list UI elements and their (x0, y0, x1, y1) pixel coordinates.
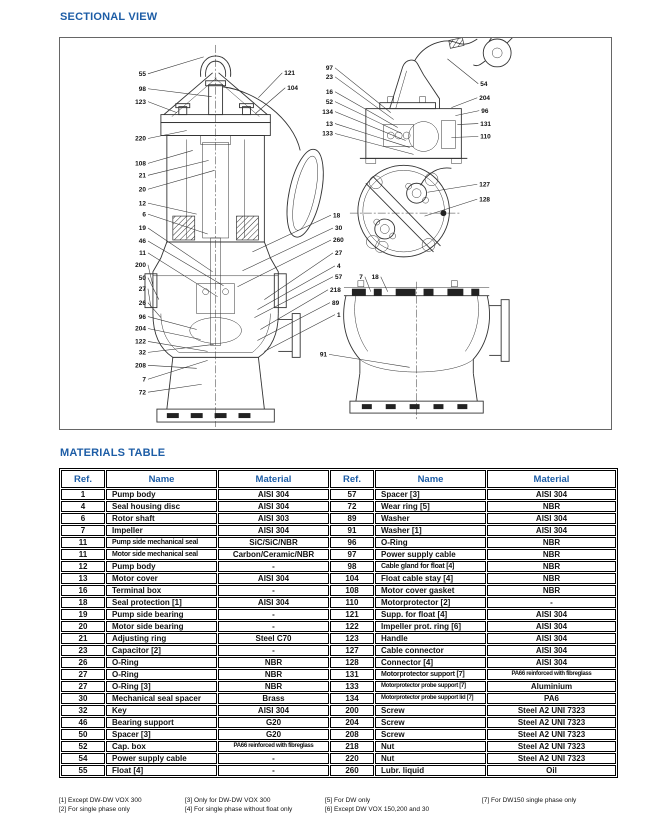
table-row (61, 525, 616, 536)
callout-104: 104 (287, 84, 299, 92)
material-cell: Steel A2 UNI 7323 (487, 753, 616, 764)
ref-cell: 204 (330, 717, 374, 728)
footnote-column-3 (325, 796, 482, 814)
pump-main-sectional-drawing (145, 45, 330, 427)
ref-cell: 91 (330, 525, 374, 536)
table-row (61, 597, 616, 608)
name-cell: Handle (375, 633, 486, 644)
leader-line-108 (148, 150, 193, 163)
material-cell: NBR (487, 585, 616, 596)
material-cell: NBR (487, 537, 616, 548)
ref-cell: 128 (330, 657, 374, 668)
pump-lower-sectional-drawing (344, 281, 509, 421)
name-cell: Supp. for float [4] (375, 609, 486, 620)
material-cell: - (218, 585, 329, 596)
name-cell: Impeller (106, 525, 217, 536)
material-cell: SiC/SiC/NBR (218, 537, 329, 548)
leader-line-20 (148, 170, 215, 189)
name-cell: Screw (375, 717, 486, 728)
leader-line-18 (381, 277, 388, 292)
material-cell: G20 (218, 729, 329, 740)
callout-13: 13 (325, 120, 334, 128)
material-cell: NBR (487, 501, 616, 512)
leader-line-89 (257, 303, 330, 341)
ref-cell: 218 (330, 741, 374, 752)
name-cell: Motorprotector probe support [7] (375, 681, 486, 692)
name-cell: Screw (375, 705, 486, 716)
leader-line-96 (148, 317, 197, 330)
float-cable (223, 84, 301, 151)
footnote-column-2 (185, 796, 325, 814)
table-row (61, 561, 616, 572)
materials-header-row (61, 470, 616, 488)
leader-line-131 (457, 124, 478, 125)
callout-122: 122 (135, 338, 146, 346)
material-cell: AISI 304 (218, 501, 329, 512)
leader-line-26 (148, 303, 161, 318)
name-cell: Float cable stay [4] (375, 573, 486, 584)
callout-1: 1 (336, 311, 341, 319)
ref-cell: 30 (61, 693, 105, 704)
name-cell: Pump side mechanical seal (106, 537, 217, 548)
callout-32: 32 (138, 349, 146, 357)
ref-cell: 89 (330, 513, 374, 524)
material-cell: AISI 304 (487, 621, 616, 632)
callout-27: 27 (138, 285, 146, 293)
leader-line-128 (425, 199, 478, 216)
ref-cell: 1 (61, 489, 105, 500)
ref-cell: 46 (61, 717, 105, 728)
ref-cell: 200 (330, 705, 374, 716)
ref-cell: 104 (330, 573, 374, 584)
name-cell: Power supply cable (106, 753, 217, 764)
material-cell: G20 (218, 717, 329, 728)
material-cell: AISI 304 (218, 597, 329, 608)
callout-46: 46 (138, 238, 146, 246)
name-cell: Motorprotector [2] (375, 597, 486, 608)
callout-6: 6 (142, 211, 146, 219)
ref-cell: 127 (330, 645, 374, 656)
footnote: [7] For DW150 single phase only (482, 797, 577, 804)
table-row (61, 633, 616, 644)
capacitor (441, 121, 455, 149)
name-cell: Terminal box (106, 585, 217, 596)
ref-cell: 52 (61, 741, 105, 752)
material-cell: AISI 304 (218, 705, 329, 716)
callout-19: 19 (138, 225, 146, 233)
callout-27: 27 (335, 250, 343, 258)
leader-line-46 (148, 241, 224, 286)
power-cable (415, 39, 478, 61)
ref-cell: 57 (330, 489, 374, 500)
header-material: Material (487, 470, 616, 488)
callout-91: 91 (319, 351, 328, 359)
leader-line-91 (329, 354, 410, 367)
callout-11: 11 (139, 250, 146, 258)
table-row (61, 669, 616, 680)
leader-line-11 (148, 253, 218, 297)
motorprotector (409, 122, 439, 152)
footnote: [3] Only for DW-DW VOX 300 (185, 797, 271, 804)
name-cell: Spacer [3] (106, 729, 217, 740)
name-cell: Spacer [3] (375, 489, 486, 500)
ref-cell: 108 (330, 585, 374, 596)
ref-cell: 260 (330, 765, 374, 776)
ref-cell: 133 (330, 681, 374, 692)
leader-line-208 (148, 365, 197, 368)
table-row (61, 729, 616, 740)
ref-cell: 4 (61, 501, 105, 512)
table-row (61, 705, 616, 716)
name-cell: Bearing support (106, 717, 217, 728)
connector (375, 219, 395, 239)
header-ref: Ref. (61, 470, 105, 488)
ref-cell: 18 (61, 597, 105, 608)
callout-26: 26 (138, 299, 146, 307)
name-cell: Mechanical seal spacer (106, 693, 217, 704)
terminal-box (384, 125, 414, 147)
name-cell: Motor side bearing (106, 621, 217, 632)
material-cell: - (487, 597, 616, 608)
ref-cell: 16 (61, 585, 105, 596)
name-cell: Cable connector (375, 645, 486, 656)
ref-cell: 134 (330, 693, 374, 704)
name-cell: Washer [1] (375, 525, 486, 536)
leader-line-4 (257, 266, 335, 310)
table-row (61, 573, 616, 584)
callout-131: 131 (480, 120, 492, 128)
name-cell: Power supply cable (375, 549, 486, 560)
leader-line-260 (238, 240, 332, 287)
callout-220: 220 (135, 135, 146, 143)
callout-54: 54 (480, 80, 488, 88)
leader-line-96 (455, 111, 479, 116)
name-cell: O-Ring (106, 669, 217, 680)
ref-cell: 21 (61, 633, 105, 644)
sectional-view-diagram (59, 37, 612, 430)
ref-cell: 123 (330, 633, 374, 644)
callout-57: 57 (335, 273, 343, 281)
leader-line-16 (335, 92, 398, 128)
name-cell: Connector [4] (375, 657, 486, 668)
material-cell: Steel A2 UNI 7323 (487, 729, 616, 740)
leader-line-23 (335, 77, 394, 120)
material-cell: PA6 (487, 693, 616, 704)
footnote-column-4 (482, 796, 619, 805)
name-cell: Seal protection [1] (106, 597, 217, 608)
name-cell: Lubr. liquid (375, 765, 486, 776)
name-cell: Washer (375, 513, 486, 524)
material-cell: Steel A2 UNI 7323 (487, 741, 616, 752)
material-cell: Oil (487, 765, 616, 776)
callout-30: 30 (335, 225, 343, 233)
footnote: [6] Except DW VOX 150,200 and 30 (325, 806, 430, 813)
table-row (61, 501, 616, 512)
ref-cell: 6 (61, 513, 105, 524)
material-cell: AISI 303 (218, 513, 329, 524)
callout-50: 50 (138, 274, 146, 282)
material-cell: - (218, 609, 329, 620)
name-cell: Float [4] (106, 765, 217, 776)
callout-98: 98 (138, 85, 146, 93)
callout-23: 23 (325, 73, 334, 81)
material-cell: NBR (487, 573, 616, 584)
ref-cell: 19 (61, 609, 105, 620)
callout-110: 110 (480, 133, 491, 141)
name-cell: Rotor shaft (106, 513, 217, 524)
name-cell: Nut (375, 753, 486, 764)
leader-line-121 (258, 73, 282, 98)
material-cell: Aluminium (487, 681, 616, 692)
float-switch (280, 146, 330, 240)
ref-cell: 11 (61, 549, 105, 560)
leader-line-32 (148, 344, 214, 352)
table-row (61, 681, 616, 692)
ref-cell: 12 (61, 561, 105, 572)
table-row (61, 513, 616, 524)
sectional-view-title: SECTIONAL VIEW (60, 11, 158, 23)
callout-97: 97 (325, 65, 334, 73)
material-cell: Steel A2 UNI 7323 (487, 705, 616, 716)
name-cell: Cap. box (106, 741, 217, 752)
ref-cell: 131 (330, 669, 374, 680)
table-row (61, 657, 616, 668)
name-cell: Wear ring [5] (375, 501, 486, 512)
table-row (61, 549, 616, 560)
name-cell: Cable gland for float [4] (375, 561, 486, 572)
ref-cell: 7 (61, 525, 105, 536)
callout-18: 18 (371, 273, 379, 281)
header-ref: Ref. (330, 470, 374, 488)
material-cell: AISI 304 (487, 513, 616, 524)
material-cell: Carbon/Ceramic/NBR (218, 549, 329, 560)
ref-cell: 72 (330, 501, 374, 512)
callout-89: 89 (332, 299, 340, 307)
ref-cell: 50 (61, 729, 105, 740)
ref-cell: 96 (330, 537, 374, 548)
ref-cell: 23 (61, 645, 105, 656)
ref-cell: 20 (61, 621, 105, 632)
material-cell: AISI 304 (218, 489, 329, 500)
leader-line-220 (148, 131, 187, 139)
material-cell: Steel A2 UNI 7323 (487, 717, 616, 728)
material-cell: NBR (218, 681, 329, 692)
material-cell: NBR (218, 657, 329, 668)
material-cell: AISI 304 (487, 609, 616, 620)
leader-line-1 (264, 315, 335, 352)
callout-127: 127 (479, 181, 491, 189)
leader-line-7 (148, 360, 208, 379)
table-row (61, 693, 616, 704)
motor-top-detail-drawing (360, 38, 516, 163)
callout-121: 121 (284, 70, 296, 78)
name-cell: Seal housing disc (106, 501, 217, 512)
ref-cell: 208 (330, 729, 374, 740)
material-cell: PA66 reinforced with fibreglass (487, 669, 616, 680)
footnote: [1] Except DW-DW VOX 300 (59, 797, 142, 804)
leader-line-57 (254, 277, 333, 318)
callout-7: 7 (142, 376, 146, 384)
leader-line-55 (148, 57, 204, 74)
callout-260: 260 (333, 237, 344, 245)
name-cell: O-Ring (375, 537, 486, 548)
callout-133: 133 (322, 130, 334, 138)
callout-218: 218 (330, 286, 341, 294)
table-row (61, 645, 616, 656)
callout-4: 4 (336, 263, 341, 271)
callout-200: 200 (135, 262, 146, 270)
ref-cell: 122 (330, 621, 374, 632)
leader-line-98 (148, 89, 212, 97)
ref-cell: 27 (61, 669, 105, 680)
material-cell: - (218, 765, 329, 776)
material-cell: - (218, 645, 329, 656)
table-row (61, 489, 616, 500)
name-cell: Motor side mechanical seal (106, 549, 217, 560)
ref-cell: 98 (330, 561, 374, 572)
ref-cell: 97 (330, 549, 374, 560)
callout-208: 208 (135, 362, 146, 370)
callout-7: 7 (359, 273, 363, 281)
leader-line-204 (451, 98, 477, 108)
name-cell: O-Ring [3] (106, 681, 217, 692)
callout-12: 12 (138, 200, 146, 208)
ref-cell: 55 (61, 765, 105, 776)
leader-line-72 (148, 384, 202, 392)
footnote: [5] For DW only (325, 797, 371, 804)
footnote: [2] For single phase only (59, 806, 130, 813)
material-cell: - (218, 561, 329, 572)
header-name: Name (375, 470, 486, 488)
footnote: [4] For single phase without float only (185, 806, 293, 813)
material-cell: AISI 304 (218, 525, 329, 536)
material-cell: Brass (218, 693, 329, 704)
ref-cell: 26 (61, 657, 105, 668)
name-cell: Adjusting ring (106, 633, 217, 644)
name-cell: Pump body (106, 489, 217, 500)
leader-line-52 (335, 102, 402, 134)
callout-134: 134 (322, 108, 334, 116)
float-support-top-view-drawing (350, 165, 459, 257)
callout-52: 52 (325, 98, 334, 106)
callout-204: 204 (135, 325, 146, 333)
table-row (61, 753, 616, 764)
material-cell: AISI 304 (487, 645, 616, 656)
name-cell: Nut (375, 741, 486, 752)
header-material: Material (218, 470, 329, 488)
cable-connector (407, 183, 427, 203)
name-cell: Impeller prot. ring [6] (375, 621, 486, 632)
leader-line-127 (428, 184, 478, 192)
power-plug (473, 38, 516, 67)
material-cell: - (218, 621, 329, 632)
name-cell: Pump side bearing (106, 609, 217, 620)
materials-table (59, 468, 618, 778)
table-row (61, 585, 616, 596)
material-cell: NBR (218, 669, 329, 680)
name-cell: Motor cover (106, 573, 217, 584)
name-cell: Motor cover gasket (375, 585, 486, 596)
material-cell: AISI 304 (487, 489, 616, 500)
callout-128: 128 (479, 196, 491, 204)
ref-cell: 13 (61, 573, 105, 584)
ref-cell: 110 (330, 597, 374, 608)
table-row (61, 765, 616, 776)
header-name: Name (106, 470, 217, 488)
table-row (61, 609, 616, 620)
material-cell: AISI 304 (487, 657, 616, 668)
table-row (61, 537, 616, 548)
name-cell: Capacitor [2] (106, 645, 217, 656)
callout-72: 72 (138, 389, 146, 397)
material-cell: NBR (487, 561, 616, 572)
material-cell: AISI 304 (487, 525, 616, 536)
ref-cell: 54 (61, 753, 105, 764)
material-cell: AISI 304 (487, 633, 616, 644)
leader-line-54 (447, 59, 478, 84)
ref-cell: 220 (330, 753, 374, 764)
callout-20: 20 (138, 186, 146, 194)
callout-96: 96 (138, 313, 146, 321)
name-cell: O-Ring (106, 657, 217, 668)
material-cell: NBR (487, 549, 616, 560)
callout-21: 21 (138, 172, 146, 180)
callout-123: 123 (135, 98, 146, 106)
name-cell: Key (106, 705, 217, 716)
material-cell: PA66 reinforced with fibreglass (218, 741, 329, 752)
table-row (61, 621, 616, 632)
name-cell: Motorprotector support [7] (375, 669, 486, 680)
callout-18: 18 (333, 212, 341, 220)
footnote-column-1 (59, 796, 185, 814)
material-cell: Steel C70 (218, 633, 329, 644)
table-row (61, 717, 616, 728)
callout-108: 108 (135, 160, 146, 168)
ref-cell: 11 (61, 537, 105, 548)
leader-line-12 (148, 203, 197, 214)
name-cell: Screw (375, 729, 486, 740)
callout-204: 204 (479, 94, 491, 102)
material-cell: - (218, 753, 329, 764)
callout-16: 16 (325, 88, 334, 96)
leader-line-21 (148, 160, 209, 175)
callout-96: 96 (481, 107, 489, 115)
table-row (61, 741, 616, 752)
name-cell: Pump body (106, 561, 217, 572)
callout-55: 55 (138, 71, 146, 79)
ref-cell: 121 (330, 609, 374, 620)
material-cell: AISI 304 (218, 573, 329, 584)
materials-table-title: MATERIALS TABLE (60, 447, 166, 459)
name-cell: Motorprotector probe support lid [7] (375, 693, 486, 704)
ref-cell: 27 (61, 681, 105, 692)
footnotes (59, 796, 619, 814)
ref-cell: 32 (61, 705, 105, 716)
